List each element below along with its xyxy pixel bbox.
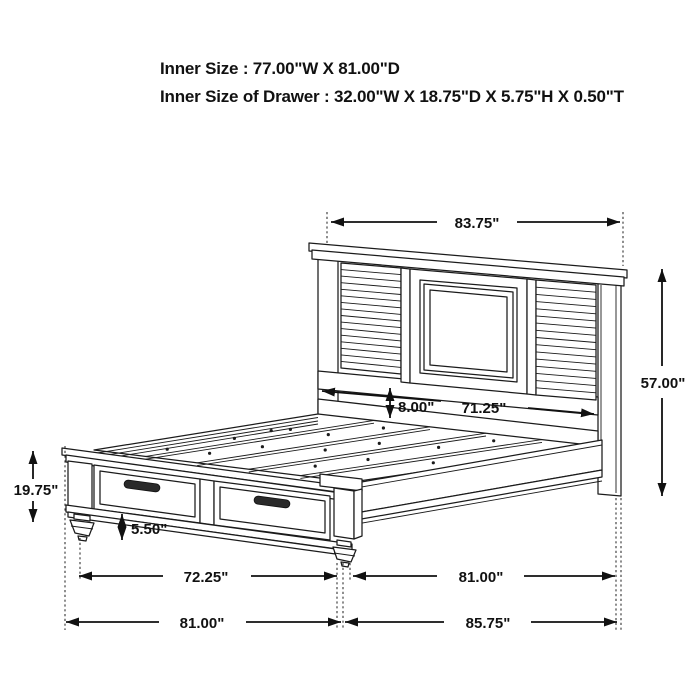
footboard-post-right	[334, 488, 354, 539]
inner-size-drawer-text: Inner Size of Drawer : 32.00"W X 18.75"D X 5.75"H X 0.50"T	[160, 87, 624, 106]
dimension-footboard-height	[14, 451, 59, 522]
dimension-label: 72.25"	[183, 569, 229, 586]
dimension-label: 8.00"	[398, 399, 435, 416]
dimension-total-height	[641, 269, 686, 496]
footboard-post-left	[68, 461, 92, 512]
dimension-label: 71.25"	[461, 400, 507, 417]
dimension-label: 85.75"	[465, 615, 511, 632]
dimension-label: 5.50"	[131, 521, 168, 538]
inner-size-text: Inner Size : 77.00"W X 81.00"D	[160, 59, 400, 78]
dimension-label: 83.75"	[454, 215, 500, 232]
dimension-headboard-width	[331, 215, 620, 232]
bun-foot-left	[70, 514, 94, 541]
dimension-label: 57.00"	[640, 375, 686, 392]
dimension-drawer-span	[79, 569, 337, 586]
dimension-rail-span	[353, 569, 615, 586]
dimension-side-span	[345, 615, 617, 632]
dimension-label: 19.75"	[13, 482, 59, 499]
dimension-footboard-width	[66, 615, 341, 632]
dimension-label: 81.00"	[179, 615, 225, 632]
dimension-label: 81.00"	[458, 569, 504, 586]
